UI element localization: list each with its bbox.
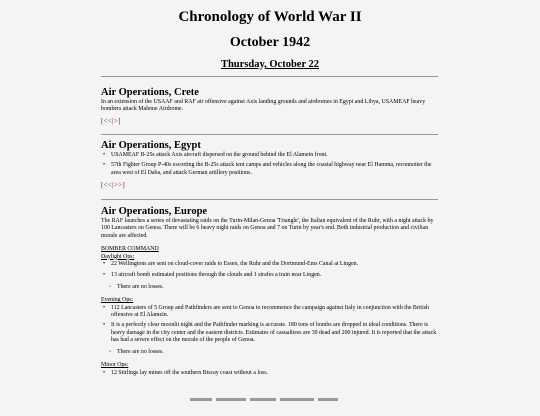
daylight-ops-list <box>101 261 441 291</box>
section-body: The RAF launches a series of devastating raids on the Turin-Milan-Genoa 'Triangle', the Italian equivalent of the Ruhr, with a night attack by 100 Lancasters on Genoa. There will be 6 heavy night raids on Genoa and 7 on Turin by year's end. Both industrial production and civilian morale are affected. <box>101 218 434 239</box>
evening-ops-label: Evening Ops: <box>101 297 134 304</box>
list-item: • USAMEAF B-25s attack Axis aircraft dispersed on the ground behind the El Alamein front. <box>101 152 441 159</box>
section-heading: Air Operations, Europe <box>101 206 208 217</box>
minor-ops-list <box>101 370 441 377</box>
prev-section-link[interactable]: << <box>103 116 113 125</box>
list-item: • 112 Lancasters of 5 Group and Pathfinders are sent to Genoa to recommence the campaign against Italy in conjunction with the British offensive at El Alamein. <box>101 305 441 320</box>
event-list <box>101 152 441 177</box>
prev-section-link[interactable]: << <box>103 181 113 190</box>
month-heading: October 1942 <box>229 35 311 50</box>
nav-separator: | <box>112 181 114 190</box>
section-body: In an extension of the USAAF and RAF air offensive against Axis landing grounds and airdromes in Egypt and Libya, USAMEAF heavy bombers attack Maleme Airdrome. <box>101 99 426 113</box>
nav-close-bracket: ] <box>118 116 121 125</box>
list-item: • 12 Stirlings lay mines off the southern Biscay coast without a loss. <box>101 370 441 377</box>
section-crete <box>101 87 441 125</box>
divider <box>101 76 438 77</box>
list-item: • 57th Fighter Group P-40s escorting the B-25s attack tent camps and vehicles along the coastal highway near El Hamma, reconnoiter the area west of El Daba, and attack German artillery positions. <box>101 162 441 177</box>
section-nav <box>101 182 441 189</box>
list-item: • 22 Wellingtons are sent on cloud-cover raids to Essen, the Ruhr and the Dortmund-Ems Canal at Lingen. <box>101 261 441 268</box>
section-heading: Air Operations, Egypt <box>101 140 201 151</box>
nav-open-bracket: [ <box>101 181 104 190</box>
list-item: ◦ There are no losses. <box>107 284 441 291</box>
day-heading: Thursday, October 22 <box>220 59 320 70</box>
section-egypt <box>101 140 441 190</box>
command-label: BOMBER COMMAND <box>101 246 159 253</box>
section-europe <box>101 206 441 377</box>
footer-text-cut-off <box>190 398 350 401</box>
daylight-ops-label: Daylight Ops: <box>101 253 135 260</box>
evening-ops-list <box>101 305 441 356</box>
divider <box>101 134 438 135</box>
list-item: • It is a perfectly clear moonlit night and the Pathfinder marking is accurate. 180 tons of bombs are dropped in ideal conditions. There is heavy damage in the city center and the eastern districts. Estimates of casualtiess are 39 dead and 200 injured. It is reported that the attack has had a severe effect on the morale of the people of Genoa. <box>101 322 441 344</box>
nav-separator: | <box>112 116 114 125</box>
nav-open-bracket: [ <box>101 116 104 125</box>
list-item: • 13 aircraft bomb estimated positions through the clouds and 1 strafes a train near Lingen. <box>101 272 441 279</box>
next-section-link[interactable]: > <box>113 116 119 125</box>
divider <box>101 199 438 200</box>
section-nav <box>101 118 441 125</box>
nav-close-bracket: ] <box>122 181 125 190</box>
list-item: ◦ There are no losses. <box>107 349 441 356</box>
minor-ops-label: Minor Ops: <box>101 362 129 369</box>
page-title: Chronology of World War II <box>178 9 362 25</box>
next-section-link[interactable]: >> <box>113 181 123 190</box>
section-heading: Air Operations, Crete <box>101 87 199 98</box>
